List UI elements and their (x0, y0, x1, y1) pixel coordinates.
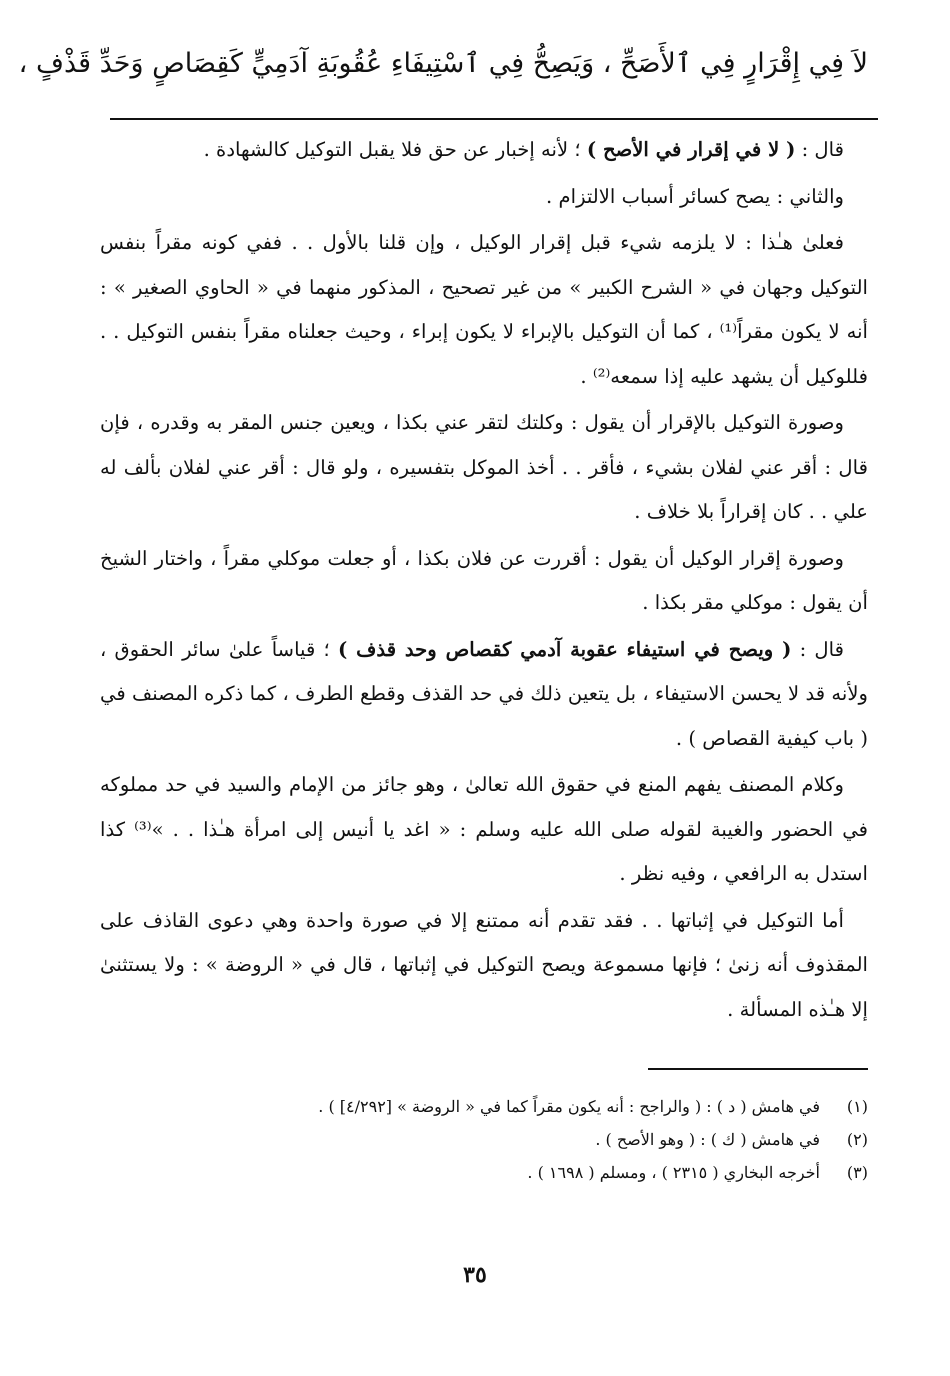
header-divider (110, 118, 878, 120)
paragraph-1-quoted-matn: ( لا في إقرار في الأصح ) (586, 138, 796, 161)
paragraph-6-lead: قال : (791, 637, 844, 661)
matn-header-line: لاَ فِي إِقْرَارٍ فِي ٱلأَصَحِّ ، وَيَصِحُّ فِي ٱسْتِيفَاءِ عُقُوبَةِ آدَمِيٍّ كَقِصَاصٍ وَحَدِّ قَذْفٍ ، (18, 48, 868, 79)
paragraph-3 (100, 221, 868, 399)
paragraph-8-text: أما التوكيل في إثباتها . . فقد تقدم أنه ممتنع إلا في صورة واحدة وهي دعوى القاذف على المقذوف أنه زنىٰ ؛ فإنها مسموعة ويصح التوكيل في إثباتها ، قال في « الروضة » : ولا يستثنىٰ إلا هـٰذه المسألة . (100, 908, 868, 1021)
paragraph-6-rest: ؛ قياساً علىٰ سائر الحقوق ، ولأنه قد لا يحسن الاستيفاء ، بل يتعين ذلك في حد القذف وقطع الطرف ، كما ذكره المصنف في ( باب كيفية القصاص ) . (100, 637, 868, 750)
footnote-1-number: (١) (846, 1097, 868, 1116)
footnotes (100, 1090, 868, 1189)
paragraph-6-quoted-matn: ( ويصح في استيفاء عقوبة آدمي كقصاص وحد قذف ) (338, 637, 792, 661)
footnote-3-number: (٣) (846, 1163, 868, 1182)
paragraph-8 (100, 899, 868, 1033)
footnote-1 (100, 1090, 868, 1123)
footnote-2-number: (٢) (846, 1130, 868, 1149)
paragraph-4 (100, 401, 868, 535)
paragraph-1-lead: قال : (795, 138, 844, 161)
paragraph-7-text: وكلام المصنف يفهم المنع في حقوق الله تعالىٰ ، وهو جائز من الإمام والسيد في حد مملوكه في الحضور والغيبة لقوله صلى الله عليه وسلم : « اغد يا أنيس إلى امرأة هـٰذا . . »⁽³⁾ كذا استدل به الرافعي ، وفيه نظر . (100, 773, 868, 885)
footnote-3 (100, 1156, 868, 1189)
footnote-3-text: أخرجه البخاري ( ٢٣١٥ ) ، ومسلم ( ١٦٩٨ ) . (527, 1163, 820, 1182)
paragraph-5-text: وصورة إقرار الوكيل أن يقول : أقررت عن فلان بكذا ، أو جعلت موكلي مقراً ، واختار الشيخ أن يقول : موكلي مقر بكذا . (100, 546, 868, 614)
footnote-divider (648, 1068, 868, 1070)
footnote-1-text: في هامش ( د ) : ( والراجح : أنه يكون مقراً كما في « الروضة » [٤/٢٩٢] ) . (318, 1097, 820, 1116)
paragraph-7 (100, 763, 868, 897)
paragraph-3-text: فعلىٰ هـٰذا : لا يلزمه شيء قبل إقرار الوكيل ، وإن قلنا بالأول . . ففي كونه مقراً بنفس التوكيل وجهان في « الشرح الكبير » من غير تصحيح ، المذكور منهما في « الحاوي الصغير » : أنه لا يكون مقراً⁽¹⁾ ، كما أن التوكيل بالإبراء لا يكون إبراء ، وحيث جعلناه مقراً بنفس التوكيل . . فللوكيل أن يشهد عليه إذا سمعه⁽²⁾ . (100, 231, 868, 388)
paragraph-5 (100, 537, 868, 626)
paragraph-4-text: وصورة التوكيل بالإقرار أن يقول : وكلتك لتقر عني بكذا ، ويعين جنس المقر به وقدره ، فإن قال : أقر عني لفلان بشيء ، فأقر . . أخذ الموكل بتفسيره ، ولو قال : أقر عني لفلان بألف له علي . . كان إقراراً بلا خلاف . (100, 411, 868, 523)
footnote-2 (100, 1123, 868, 1156)
commentary-body (100, 128, 868, 1034)
paragraph-2 (100, 175, 868, 220)
paragraph-1-rest: ؛ لأنه إخبار عن حق فلا يقبل التوكيل كالشهادة . (203, 138, 587, 161)
paragraph-6 (100, 628, 868, 762)
page-number: ٣٥ (463, 1262, 487, 1288)
paragraph-1 (100, 128, 868, 173)
paragraph-2-text: والثاني : يصح كسائر أسباب الالتزام . (546, 184, 844, 208)
footnote-2-text: في هامش ( ك ) : ( وهو الأصح ) . (595, 1130, 820, 1149)
